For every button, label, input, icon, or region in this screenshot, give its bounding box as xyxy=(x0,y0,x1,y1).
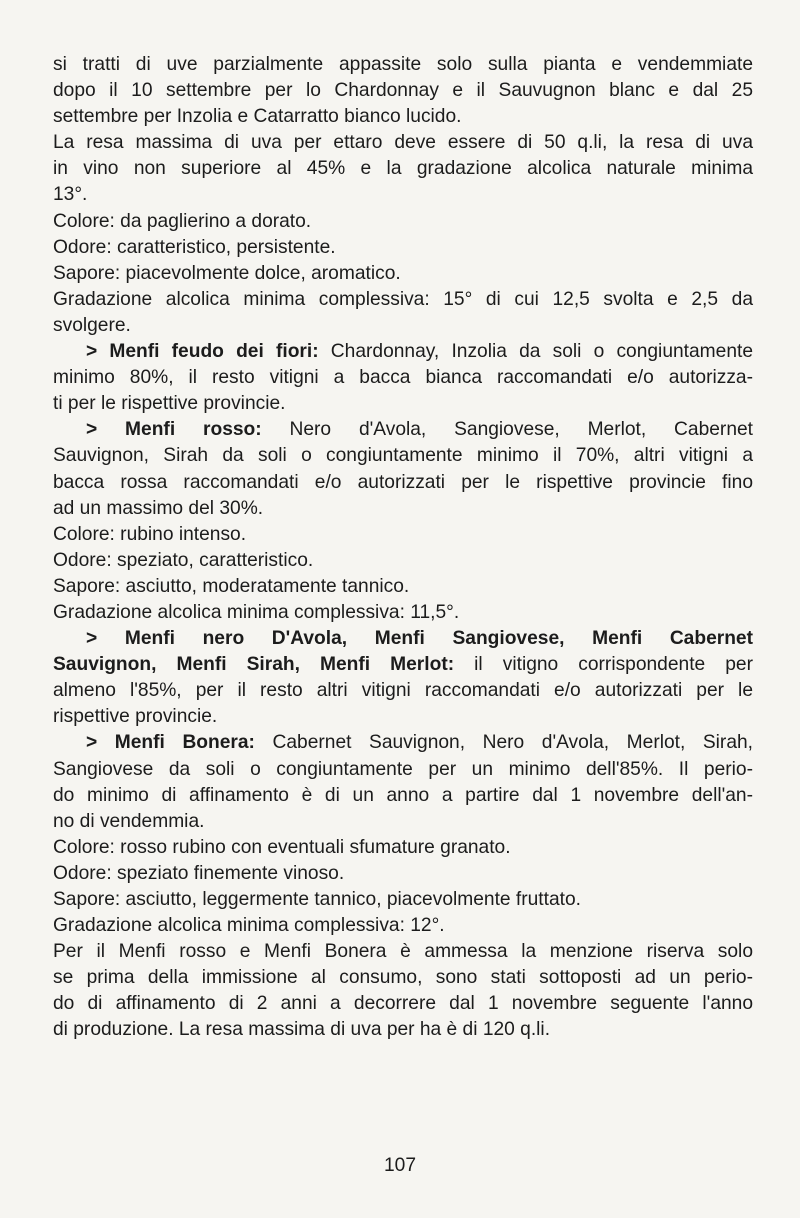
page-number: 107 xyxy=(383,1155,416,1176)
line-text: Cabernet Sauvignon, Nero d'Avola, Merlot, Sirah, xyxy=(254,732,753,754)
line-text: Colore: rubino intenso. xyxy=(53,523,247,545)
wine-heading: > Menfi Bonera: xyxy=(86,732,255,754)
text-line xyxy=(53,470,753,496)
line-text: il vitigno corrispondente per xyxy=(454,654,753,676)
line-text: do minimo di affinamento è di un anno a partire dal 1 novembre dell'an- xyxy=(53,784,753,806)
text-line xyxy=(53,991,753,1017)
line-text: di produzione. La resa massima di uva per ha è di 120 q.li. xyxy=(53,1019,551,1041)
text-line xyxy=(53,522,753,548)
line-text: Per il Menfi rosso e Menfi Bonera è ammessa la menzione riserva solo xyxy=(53,941,753,963)
wine-heading: > Menfi rosso: xyxy=(86,419,262,441)
text-line xyxy=(53,339,753,365)
text-line xyxy=(53,261,753,287)
line-text: Sapore: piacevolmente dolce, aromatico. xyxy=(53,262,401,284)
line-text: ti per le rispettive provincie. xyxy=(53,393,286,415)
line-text: Odore: speziato, caratteristico. xyxy=(53,549,314,571)
line-text: Sapore: asciutto, moderatamente tannico. xyxy=(53,575,410,597)
text-line xyxy=(53,887,753,913)
text-line xyxy=(53,287,753,313)
text-line xyxy=(53,965,753,991)
wine-heading: Sauvignon, Menfi Sirah, Menfi Merlot: xyxy=(53,654,455,676)
line-text: Odore: speziato finemente vinoso. xyxy=(53,862,345,884)
text-line xyxy=(53,939,753,965)
text-line xyxy=(53,313,753,339)
line-text: Chardonnay, Inzolia da soli o congiuntamente xyxy=(318,341,753,363)
text-line xyxy=(53,678,753,704)
text-line xyxy=(53,235,753,261)
text-line xyxy=(53,1017,753,1043)
line-text: svolgere. xyxy=(53,314,131,336)
line-text: Sapore: asciutto, leggermente tannico, piacevolmente fruttato. xyxy=(53,889,581,910)
line-text: Gradazione alcolica minima complessiva: 15° di cui 12,5 svolta e 2,5 da xyxy=(53,288,753,310)
line-text: do di affinamento di 2 anni a decorrere dal 1 novembre seguente l'anno xyxy=(53,993,753,1015)
wine-heading: > Menfi feudo dei fiori: xyxy=(86,341,319,363)
line-text: minimo 80%, il resto vitigni a bacca bianca raccomandati e/o autorizza- xyxy=(53,367,753,389)
line-text: Colore: rosso rubino con eventuali sfumature granato. xyxy=(53,836,511,858)
text-line xyxy=(53,626,753,652)
wine-heading: > Menfi nero D'Avola, Menfi Sangiovese, Menfi Cabernet xyxy=(86,628,753,650)
line-text: Gradazione alcolica minima complessiva: 12°. xyxy=(53,915,445,937)
text-line xyxy=(53,391,753,417)
text-line xyxy=(53,182,753,208)
line-text: Colore: da paglierino a dorato. xyxy=(53,210,312,232)
text-line xyxy=(53,156,753,182)
line-text: si tratti di uve parzialmente appassite solo sulla pianta e vendemmiate xyxy=(53,54,753,75)
text-line xyxy=(53,209,753,235)
line-text: Sauvignon, Sirah da soli o congiuntamente minimo il 70%, altri vitigni a xyxy=(53,445,753,467)
text-line xyxy=(53,496,753,522)
text-line xyxy=(53,835,753,861)
text-line xyxy=(53,809,753,835)
text-line xyxy=(53,104,753,130)
text-line xyxy=(53,417,753,443)
text-line xyxy=(53,52,753,78)
body-text xyxy=(53,52,753,1044)
text-line xyxy=(53,574,753,600)
text-line xyxy=(53,600,753,626)
line-text: se prima della immissione al consumo, sono stati sottoposti ad un perio- xyxy=(53,967,753,989)
text-line xyxy=(53,652,753,678)
line-text: dopo il 10 settembre per lo Chardonnay e il Sauvugnon blanc e dal 25 xyxy=(53,80,753,102)
line-text: Gradazione alcolica minima complessiva: 11,5°. xyxy=(53,601,460,623)
text-line xyxy=(53,78,753,104)
line-text: ad un massimo del 30%. xyxy=(53,497,264,519)
line-text: Odore: caratteristico, persistente. xyxy=(53,236,336,258)
line-text: bacca rossa raccomandati e/o autorizzati per le rispettive provincie fino xyxy=(53,471,753,493)
text-line xyxy=(53,130,753,156)
line-text: settembre per Inzolia e Catarratto bianco lucido. xyxy=(53,106,462,128)
line-text: almeno l'85%, per il resto altri vitigni raccomandati e/o autorizzati per le xyxy=(53,680,753,702)
text-line xyxy=(53,365,753,391)
line-text: no di vendemmia. xyxy=(53,810,205,832)
text-line xyxy=(53,783,753,809)
text-line xyxy=(53,757,753,783)
line-text: Nero d'Avola, Sangiovese, Merlot, Cabernet xyxy=(261,419,753,441)
text-line xyxy=(53,861,753,887)
line-text: in vino non superiore al 45% e la gradazione alcolica naturale minima xyxy=(53,158,753,180)
line-text: La resa massima di uva per ettaro deve essere di 50 q.li, la resa di uva xyxy=(53,132,753,154)
text-line xyxy=(53,704,753,730)
line-text: rispettive provincie. xyxy=(53,706,218,728)
text-line xyxy=(53,913,753,939)
text-line xyxy=(53,443,753,469)
line-text: Sangiovese da soli o congiuntamente per un minimo dell'85%. Il perio- xyxy=(53,758,753,780)
text-line xyxy=(53,730,753,756)
line-text: 13°. xyxy=(53,184,88,206)
text-line xyxy=(53,548,753,574)
